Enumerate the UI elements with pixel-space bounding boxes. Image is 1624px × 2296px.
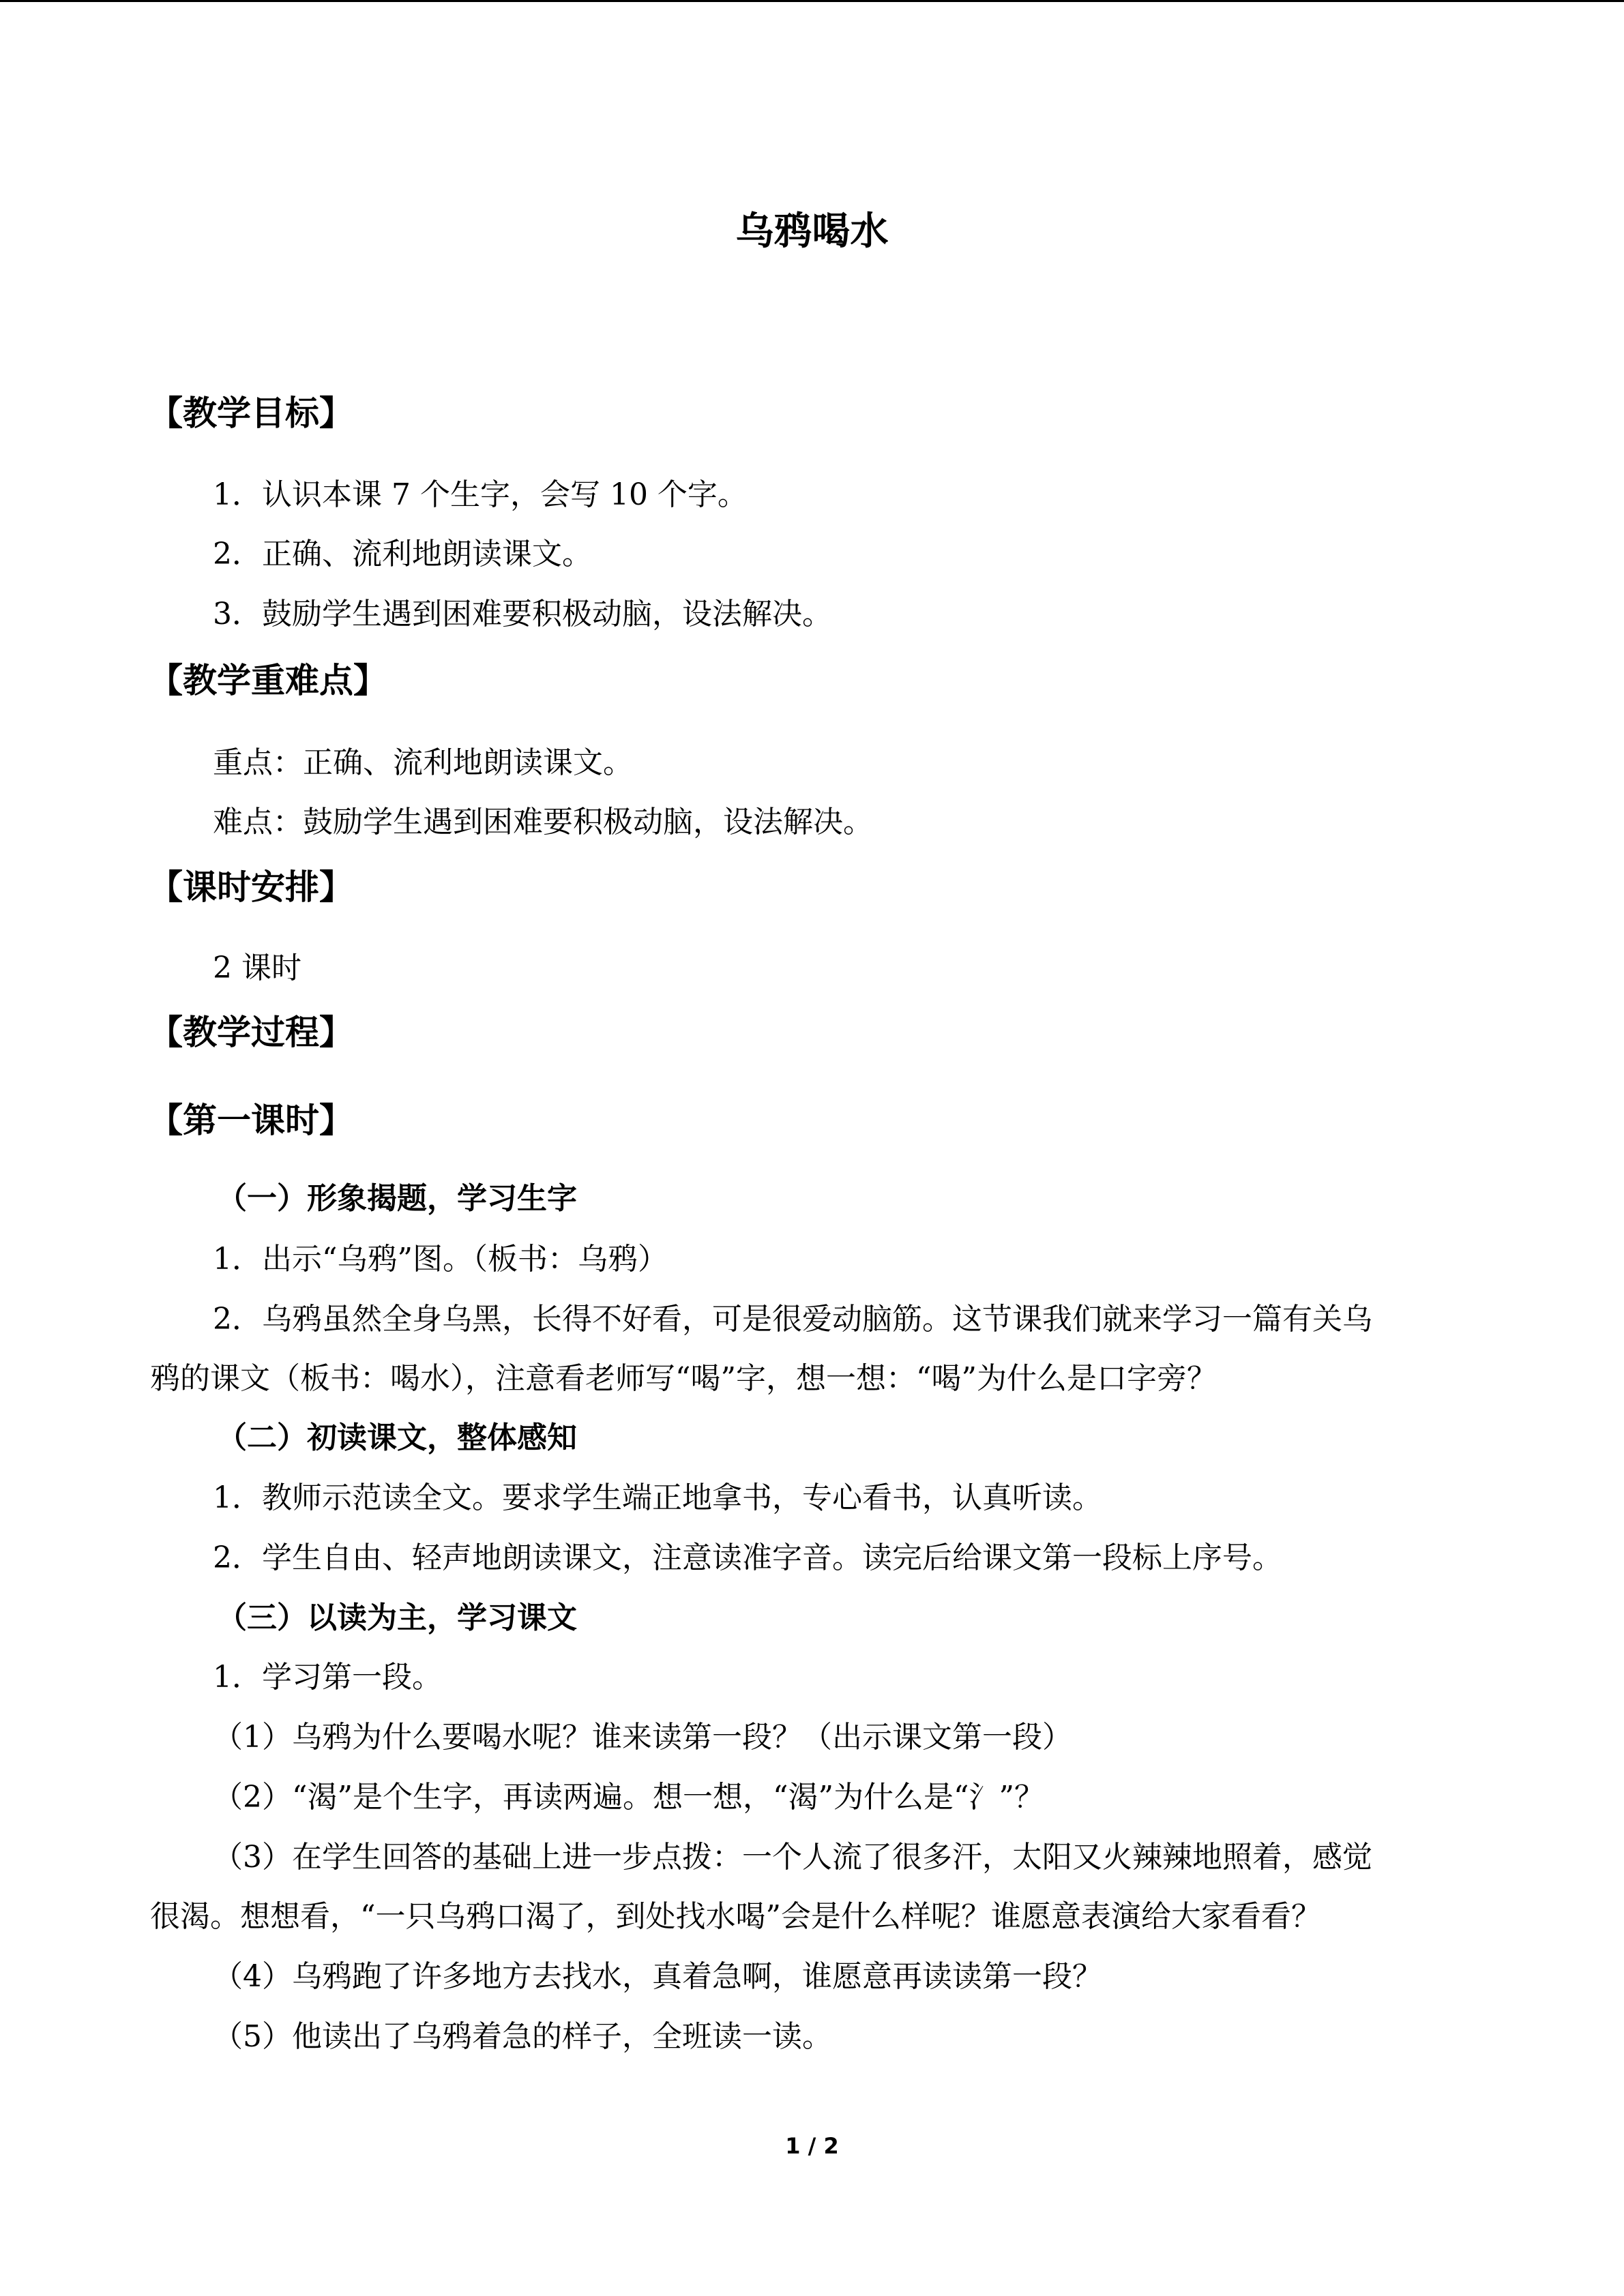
- section-title: （二）初读课文，整体感知: [217, 1420, 577, 1455]
- section-item: 1．出示“乌鸦”图。（板书：乌鸦）: [213, 1242, 668, 1277]
- key-point-item: 重点：正确、流利地朗读课文。: [213, 745, 633, 780]
- section-item: 2．乌鸦虽然全身乌黑，长得不好看，可是很爱动脑筋。这节课我们就来学习一篇有关乌: [213, 1302, 1372, 1337]
- section-item: （1）乌鸦为什么要喝水呢？谁来读第一段？（出示课文第一段）: [213, 1720, 1072, 1755]
- section-item: （4）乌鸦跑了许多地方去找水，真着急啊，谁愿意再读读第一段？: [213, 1959, 1102, 1994]
- page-number: 1 / 2: [785, 2133, 839, 2159]
- section-item: （3）在学生回答的基础上进一步点拨：一个人流了很多汗，太阳又火辣辣地照着，感觉: [213, 1840, 1372, 1875]
- section-title: （三）以读为主，学习课文: [217, 1600, 577, 1635]
- schedule-text: 2 课时: [213, 951, 301, 985]
- document-title: 乌鸦喝水: [735, 209, 889, 254]
- goal-item: 2．正确、流利地朗读课文。: [213, 537, 592, 571]
- key-point-item: 难点：鼓励学生遇到困难要积极动脑，设法解决。: [213, 805, 873, 839]
- heading-process: 【教学过程】: [149, 1013, 353, 1052]
- section-item: 2．学生自由、轻声地朗读课文，注意读准字音。读完后给课文第一段标上序号。: [213, 1540, 1282, 1575]
- section-item: （2）“渴”是个生字，再读两遍。想一想，“渴”为什么是“氵”？: [213, 1780, 1044, 1815]
- section-item-continuation: 很渴。想想看，“一只乌鸦口渴了，到处找水喝”会是什么样呢？谁愿意表演给大家看看？: [150, 1899, 1321, 1934]
- section-item: 1．学习第一段。: [213, 1660, 442, 1695]
- heading-schedule: 【课时安排】: [149, 867, 353, 907]
- goal-item: 3．鼓励学生遇到困难要积极动脑，设法解决。: [213, 597, 832, 631]
- section-title: （一）形象揭题，学习生字: [217, 1181, 577, 1216]
- section-item: （5）他读出了乌鸦着急的样子，全班读一读。: [213, 2019, 832, 2054]
- section-item: 1．教师示范读全文。要求学生端正地拿书，专心看书，认真听读。: [213, 1480, 1102, 1515]
- goal-item: 1．认识本课 7 个生字，会写 10 个字。: [213, 477, 748, 512]
- heading-first-lesson: 【第一课时】: [149, 1101, 353, 1140]
- heading-key-points: 【教学重难点】: [149, 661, 387, 700]
- section-item-continuation: 鸦的课文（板书：喝水），注意看老师写“喝”字，想一想：“喝”为什么是口字旁？: [150, 1361, 1217, 1396]
- heading-goals: 【教学目标】: [149, 393, 353, 433]
